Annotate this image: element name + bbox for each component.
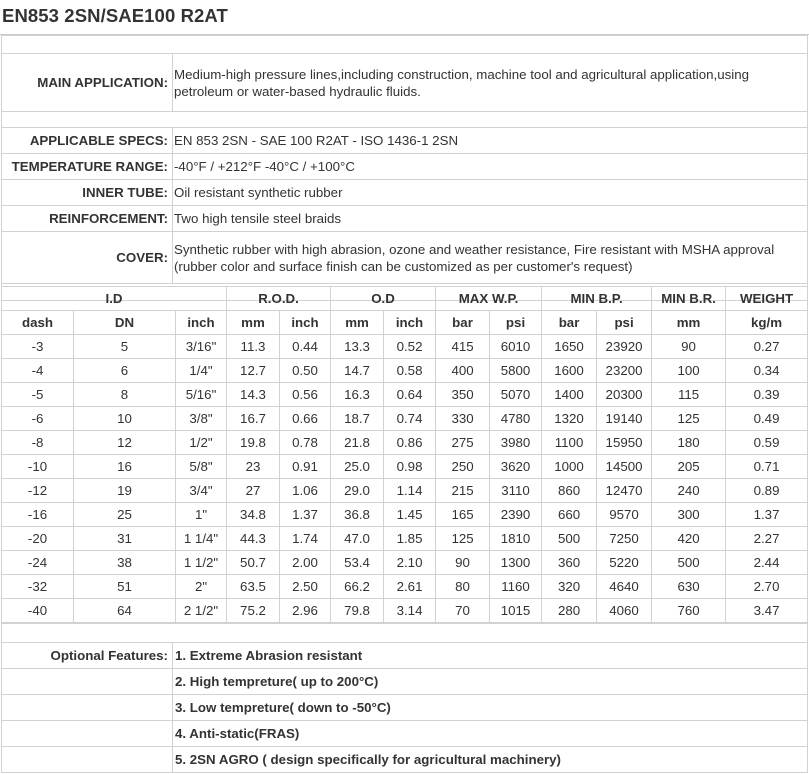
table-cell: 1600 (542, 359, 597, 383)
table-cell: 11.3 (227, 335, 280, 359)
table-cell: 13.3 (331, 335, 384, 359)
table-cell: 2.50 (280, 575, 331, 599)
table-cell: 1.37 (726, 503, 808, 527)
table-cell: 2.96 (280, 599, 331, 623)
unit-header-row (2, 311, 808, 335)
table-cell: 1320 (542, 407, 597, 431)
table-cell: 1160 (490, 575, 542, 599)
table-cell: 400 (436, 359, 490, 383)
table-cell: 25.0 (331, 455, 384, 479)
table-cell: 2.61 (384, 575, 436, 599)
group-header-row (2, 287, 808, 311)
table-cell: 14.7 (331, 359, 384, 383)
table-cell: 1/4" (176, 359, 227, 383)
table-cell: 275 (436, 431, 490, 455)
feature-row (2, 669, 808, 695)
table-cell: 63.5 (227, 575, 280, 599)
table-cell: -6 (2, 407, 74, 431)
spec-value: Medium-high pressure lines,including construction, machine tool and agricultural application,using petroleum or water-based hydraulic fluids. (173, 54, 808, 112)
table-row (2, 575, 808, 599)
table-cell: 0.49 (726, 407, 808, 431)
table-cell: 0.66 (280, 407, 331, 431)
unit-header-cell: mm (331, 311, 384, 335)
table-cell: 27 (227, 479, 280, 503)
page-title: EN853 2SN/SAE100 R2AT (2, 5, 228, 26)
table-cell: 34.8 (227, 503, 280, 527)
table-cell: -3 (2, 335, 74, 359)
table-cell: 16.3 (331, 383, 384, 407)
table-cell: 3/8" (176, 407, 227, 431)
table-cell: -12 (2, 479, 74, 503)
table-cell: 3620 (490, 455, 542, 479)
table-cell: 8 (74, 383, 176, 407)
table-cell: 3980 (490, 431, 542, 455)
table-cell: 23920 (597, 335, 652, 359)
empty-cell (2, 669, 173, 695)
table-cell: -8 (2, 431, 74, 455)
table-cell: 240 (652, 479, 726, 503)
unit-header-cell: inch (176, 311, 227, 335)
table-cell: 0.98 (384, 455, 436, 479)
spec-label: APPLICABLE SPECS: (2, 128, 173, 154)
table-cell: 1.37 (280, 503, 331, 527)
table-row (2, 407, 808, 431)
unit-header-cell: DN (74, 311, 176, 335)
table-cell: 0.44 (280, 335, 331, 359)
column-group-header: R.O.D. (227, 287, 331, 311)
feature-row (2, 747, 808, 773)
table-cell: 180 (652, 431, 726, 455)
table-cell: 0.39 (726, 383, 808, 407)
table-cell: 5 (74, 335, 176, 359)
table-cell: 3/16" (176, 335, 227, 359)
table-cell: 1015 (490, 599, 542, 623)
table-cell: 165 (436, 503, 490, 527)
dimensions-table (1, 286, 808, 623)
table-cell: 12 (74, 431, 176, 455)
table-cell: 500 (542, 527, 597, 551)
table-cell: 415 (436, 335, 490, 359)
table-cell: 3.14 (384, 599, 436, 623)
table-cell: 860 (542, 479, 597, 503)
table-cell: 4060 (597, 599, 652, 623)
spec-value: Oil resistant synthetic rubber (173, 180, 808, 206)
empty-cell (2, 747, 173, 773)
unit-header-cell: inch (280, 311, 331, 335)
table-cell: 4640 (597, 575, 652, 599)
table-cell: 320 (542, 575, 597, 599)
spacer-cell (2, 36, 808, 54)
unit-header-cell: psi (490, 311, 542, 335)
table-cell: 1.45 (384, 503, 436, 527)
table-cell: 29.0 (331, 479, 384, 503)
table-cell: 19 (74, 479, 176, 503)
table-cell: 20300 (597, 383, 652, 407)
table-cell: 1650 (542, 335, 597, 359)
table-cell: 360 (542, 551, 597, 575)
spec-value: EN 853 2SN - SAE 100 R2AT - ISO 1436-1 2SN (173, 128, 808, 154)
table-cell: 5220 (597, 551, 652, 575)
feature-row (2, 643, 808, 669)
table-cell: 1.74 (280, 527, 331, 551)
table-cell: 1.85 (384, 527, 436, 551)
table-cell: 5/8" (176, 455, 227, 479)
table-cell: 66.2 (331, 575, 384, 599)
column-group-header: WEIGHT (726, 287, 808, 311)
table-cell: 90 (652, 335, 726, 359)
spec-row-applicable-specs (2, 128, 808, 154)
spec-label: COVER: (2, 232, 173, 284)
table-cell: 330 (436, 407, 490, 431)
spec-row-main-application (2, 54, 808, 112)
column-group-header: MIN B.P. (542, 287, 652, 311)
feature-item: 4. Anti-static(FRAS) (173, 721, 808, 747)
feature-row (2, 695, 808, 721)
table-cell: 12.7 (227, 359, 280, 383)
table-cell: 1.06 (280, 479, 331, 503)
unit-header-cell: mm (652, 311, 726, 335)
table-cell: 50.7 (227, 551, 280, 575)
unit-header-cell: inch (384, 311, 436, 335)
table-cell: -5 (2, 383, 74, 407)
table-cell: 25 (74, 503, 176, 527)
table-cell: 23200 (597, 359, 652, 383)
table-cell: 75.2 (227, 599, 280, 623)
table-cell: 300 (652, 503, 726, 527)
table-cell: 9570 (597, 503, 652, 527)
table-cell: 760 (652, 599, 726, 623)
table-cell: 80 (436, 575, 490, 599)
table-cell: 1" (176, 503, 227, 527)
table-cell: 3.47 (726, 599, 808, 623)
table-cell: 53.4 (331, 551, 384, 575)
table-cell: 420 (652, 527, 726, 551)
table-cell: 1400 (542, 383, 597, 407)
table-cell: 7250 (597, 527, 652, 551)
unit-header-cell: kg/m (726, 311, 808, 335)
column-group-header: O.D (331, 287, 436, 311)
column-group-header: MIN B.R. (652, 287, 726, 311)
column-group-header: I.D (2, 287, 227, 311)
table-cell: 12470 (597, 479, 652, 503)
spec-label: REINFORCEMENT: (2, 206, 173, 232)
table-cell: 2.10 (384, 551, 436, 575)
table-cell: 6 (74, 359, 176, 383)
table-cell: 4780 (490, 407, 542, 431)
unit-header-cell: bar (542, 311, 597, 335)
feature-item: 5. 2SN AGRO ( design specifically for agricultural machinery) (173, 747, 808, 773)
spec-value: -40°F / +212°F -40°C / +100°C (173, 154, 808, 180)
table-cell: 2.70 (726, 575, 808, 599)
table-cell: 2.00 (280, 551, 331, 575)
table-cell: 0.71 (726, 455, 808, 479)
table-cell: 0.86 (384, 431, 436, 455)
table-row (2, 527, 808, 551)
table-row (2, 431, 808, 455)
table-cell: 100 (652, 359, 726, 383)
specs-table (1, 35, 808, 301)
feature-item: 3. Low tempreture( down to -50°C) (173, 695, 808, 721)
column-group-header: MAX W.P. (436, 287, 542, 311)
unit-header-cell: psi (597, 311, 652, 335)
table-cell: 23 (227, 455, 280, 479)
table-cell: 0.27 (726, 335, 808, 359)
table-cell: 2.27 (726, 527, 808, 551)
table-cell: 16.7 (227, 407, 280, 431)
feature-item: 1. Extreme Abrasion resistant (173, 643, 808, 669)
optional-features-label: Optional Features: (2, 643, 173, 669)
table-cell: 2390 (490, 503, 542, 527)
spec-row-temperature-range (2, 154, 808, 180)
spec-row-inner-tube (2, 180, 808, 206)
table-cell: 0.64 (384, 383, 436, 407)
table-cell: 5/16" (176, 383, 227, 407)
table-cell: -4 (2, 359, 74, 383)
spec-label: TEMPERATURE RANGE: (2, 154, 173, 180)
table-cell: 5800 (490, 359, 542, 383)
table-cell: 350 (436, 383, 490, 407)
table-cell: 125 (652, 407, 726, 431)
table-cell: 38 (74, 551, 176, 575)
table-cell: 36.8 (331, 503, 384, 527)
table-row (2, 455, 808, 479)
table-cell: 1/2" (176, 431, 227, 455)
table-cell: 250 (436, 455, 490, 479)
table-row (2, 479, 808, 503)
table-cell: 0.56 (280, 383, 331, 407)
spacer-row (2, 624, 808, 643)
feature-row (2, 721, 808, 747)
table-cell: 0.89 (726, 479, 808, 503)
table-cell: 1300 (490, 551, 542, 575)
table-body (2, 335, 808, 623)
spacer-cell (2, 624, 808, 643)
table-cell: 500 (652, 551, 726, 575)
table-cell: -24 (2, 551, 74, 575)
table-cell: 31 (74, 527, 176, 551)
table-cell: -16 (2, 503, 74, 527)
optional-features-table (1, 623, 808, 773)
table-cell: 16 (74, 455, 176, 479)
table-row (2, 551, 808, 575)
table-cell: 215 (436, 479, 490, 503)
table-cell: 70 (436, 599, 490, 623)
table-cell: 19.8 (227, 431, 280, 455)
table-cell: 90 (436, 551, 490, 575)
table-cell: 5070 (490, 383, 542, 407)
spacer-row (2, 112, 808, 128)
spec-value: Synthetic rubber with high abrasion, ozone and weather resistance, Fire resistant with MSHA approval (rubber color and surface finish can be customized as per customer's request) (173, 232, 808, 284)
table-cell: 0.74 (384, 407, 436, 431)
table-cell: 1810 (490, 527, 542, 551)
table-cell: -32 (2, 575, 74, 599)
table-cell: 14500 (597, 455, 652, 479)
table-cell: 1 1/4" (176, 527, 227, 551)
table-cell: 18.7 (331, 407, 384, 431)
table-cell: 280 (542, 599, 597, 623)
empty-cell (2, 695, 173, 721)
spec-value: Two high tensile steel braids (173, 206, 808, 232)
table-cell: 21.8 (331, 431, 384, 455)
table-cell: 115 (652, 383, 726, 407)
empty-cell (2, 721, 173, 747)
table-row (2, 383, 808, 407)
spacer-row (2, 36, 808, 54)
table-cell: 0.58 (384, 359, 436, 383)
table-cell: 44.3 (227, 527, 280, 551)
unit-header-cell: mm (227, 311, 280, 335)
table-cell: 64 (74, 599, 176, 623)
spec-row-cover (2, 232, 808, 284)
table-row (2, 359, 808, 383)
feature-item: 2. High tempreture( up to 200°C) (173, 669, 808, 695)
unit-header-cell: dash (2, 311, 74, 335)
table-cell: 6010 (490, 335, 542, 359)
table-row (2, 503, 808, 527)
table-cell: 0.91 (280, 455, 331, 479)
spec-label: INNER TUBE: (2, 180, 173, 206)
table-cell: 3110 (490, 479, 542, 503)
spec-row-reinforcement (2, 206, 808, 232)
table-cell: 0.50 (280, 359, 331, 383)
table-cell: 10 (74, 407, 176, 431)
table-cell: 1100 (542, 431, 597, 455)
table-cell: 125 (436, 527, 490, 551)
table-cell: 0.78 (280, 431, 331, 455)
table-cell: 1.14 (384, 479, 436, 503)
table-row (2, 335, 808, 359)
table-cell: 660 (542, 503, 597, 527)
unit-header-cell: bar (436, 311, 490, 335)
table-cell: 47.0 (331, 527, 384, 551)
table-cell: 79.8 (331, 599, 384, 623)
spec-label: MAIN APPLICATION: (2, 54, 173, 112)
table-cell: 0.34 (726, 359, 808, 383)
table-cell: 630 (652, 575, 726, 599)
table-cell: 2 1/2" (176, 599, 227, 623)
table-cell: -40 (2, 599, 74, 623)
table-cell: 0.59 (726, 431, 808, 455)
spacer-cell (2, 112, 808, 128)
table-row (2, 599, 808, 623)
table-cell: 1 1/2" (176, 551, 227, 575)
table-cell: 1000 (542, 455, 597, 479)
table-cell: 15950 (597, 431, 652, 455)
table-cell: 51 (74, 575, 176, 599)
table-cell: 205 (652, 455, 726, 479)
table-cell: 19140 (597, 407, 652, 431)
table-cell: 3/4" (176, 479, 227, 503)
table-cell: 0.52 (384, 335, 436, 359)
table-cell: -20 (2, 527, 74, 551)
table-cell: 2" (176, 575, 227, 599)
table-cell: 2.44 (726, 551, 808, 575)
table-cell: -10 (2, 455, 74, 479)
table-cell: 14.3 (227, 383, 280, 407)
